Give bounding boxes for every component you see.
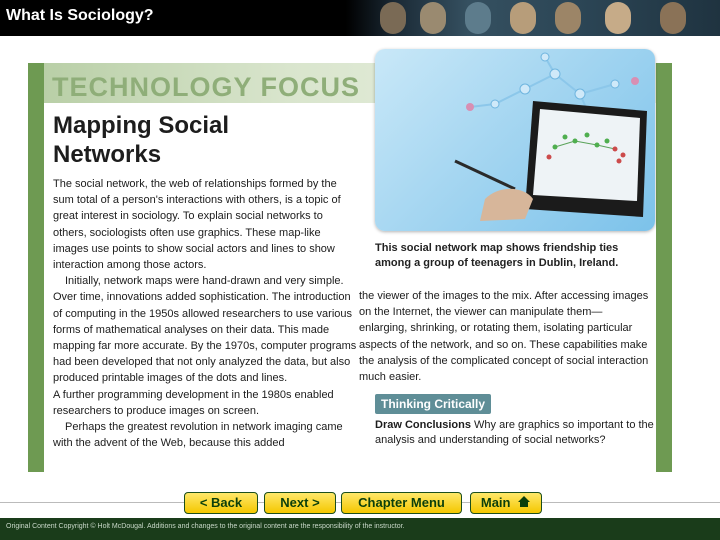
title-banner <box>0 0 720 36</box>
copyright-text: Original Content Copyright © Holt McDougal. Additions and changes to the original content are the responsibility of the instructor. <box>6 523 405 530</box>
face-image <box>420 2 446 34</box>
draw-conclusions-label: Draw Conclusions <box>375 419 471 431</box>
face-image <box>510 2 536 34</box>
next-button[interactable]: Next > <box>264 492 336 514</box>
photo-caption: This social network map shows friendship ties among a group of teenagers in Dublin, Ireland. <box>375 242 619 269</box>
page-content <box>44 63 656 472</box>
face-image <box>380 2 406 34</box>
heading-line-2: Networks <box>53 141 162 168</box>
home-icon <box>517 494 531 514</box>
main-button-label: Main <box>480 495 511 510</box>
thinking-critically-label: Thinking Critically <box>375 394 491 414</box>
navigation-bar <box>0 492 720 514</box>
paragraph: Initially, network maps were hand-drawn and very simple. Over time, innovations added sophistication. The introduction of computing in the 1950s allowed researchers to use various forms of mathematical analyses on their data. This made mapping far more accurate. By the 1970s, computer programs had been developed that not only analyzed the data, but also produced printable images of the dots and lines. <box>53 275 357 385</box>
face-image <box>465 2 491 34</box>
article-column-1 <box>53 176 358 451</box>
heading-line-1: Mapping Social <box>53 112 230 139</box>
article-column-2 <box>359 288 649 385</box>
main-button[interactable] <box>470 492 542 514</box>
draw-conclusions-question <box>375 418 655 448</box>
article-heading <box>53 111 273 169</box>
slide-title: What Is Sociology? <box>6 7 154 24</box>
face-image <box>555 2 581 34</box>
paragraph: A further programming development in the 1980s enabled researchers to produce images on screen. <box>53 388 334 417</box>
paragraph: Perhaps the greatest revolution in network imaging came with the advent of the Web, because this added <box>53 421 343 450</box>
paragraph: The social network, the web of relationships formed by the sum total of a person's interactions with others, is a topic of great interest in sociology. To explain social networks to others, sociologists often use graphics. These map-like images use points to show social actors and lines to show interaction among those actors. <box>53 178 341 272</box>
back-button[interactable]: < Back <box>184 492 258 514</box>
chapter-menu-button[interactable]: Chapter Menu <box>341 492 462 514</box>
banner-collage <box>360 0 720 36</box>
textbook-page <box>28 63 672 472</box>
network-illustration <box>375 49 655 231</box>
network-map-photo <box>375 49 655 231</box>
question-text: Why are graphics so important to the analysis and understanding of social networks? <box>375 419 654 446</box>
face-image <box>660 2 686 34</box>
face-image <box>605 2 631 34</box>
copyright-footer <box>0 518 720 540</box>
paragraph: the viewer of the images to the mix. After accessing images on the Internet, the viewer can manipulate them—enlarging, shrinking, or rotating them, isolating particular aspects of the network, and so on. These capabilities make the analysis of the complicated concept of social interaction much easier. <box>359 290 649 384</box>
section-label: TECHNOLOGY FOCUS <box>52 72 361 102</box>
